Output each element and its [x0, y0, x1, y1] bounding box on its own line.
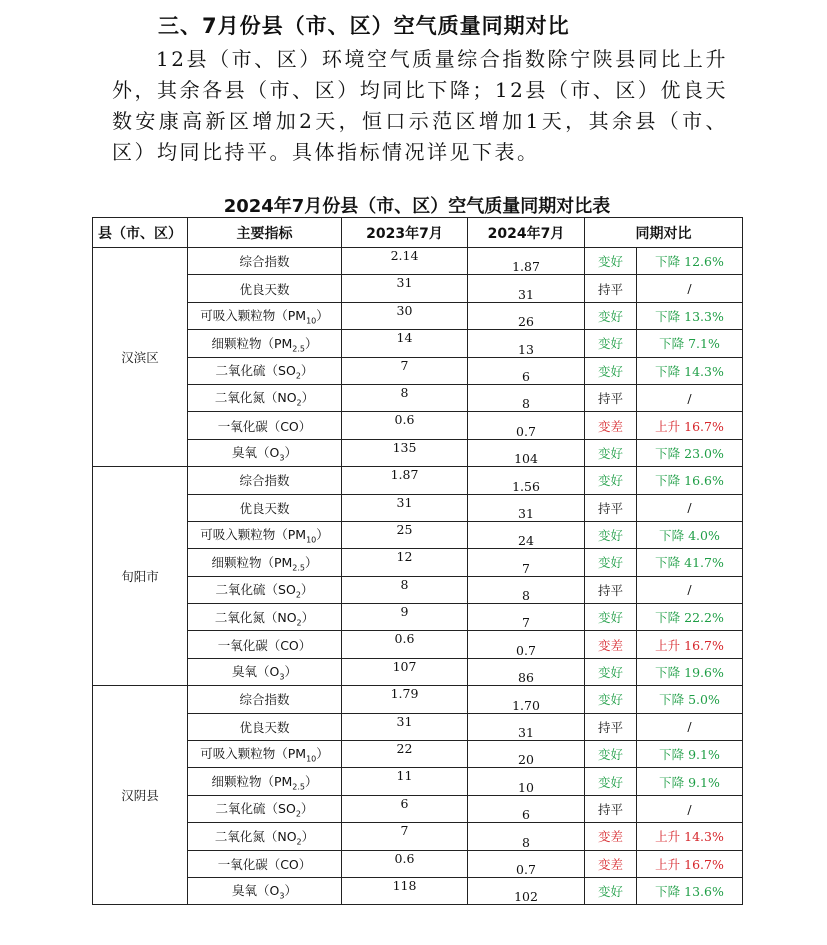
indicator-suffix: ）: [316, 527, 329, 543]
value-2024: 8: [468, 576, 585, 603]
indicator-cell: [188, 576, 342, 603]
value-2024: 7: [468, 549, 585, 576]
trend-label: 变好: [585, 741, 637, 768]
table-row: [93, 302, 743, 329]
value-2024: 20: [468, 741, 585, 768]
trend-label: 变好: [585, 521, 637, 548]
trend-label: 持平: [585, 494, 637, 521]
change-value: 下降 4.0%: [637, 521, 743, 548]
indicator-cell: [188, 604, 342, 631]
indicator-cell: [188, 631, 342, 658]
change-value: 下降 23.0%: [637, 439, 743, 466]
indicator-subscript: 10: [306, 316, 317, 326]
value-2024: 8: [468, 823, 585, 850]
indicator-cell: [188, 330, 342, 357]
indicator-cell: [188, 275, 342, 302]
indicator-label: 臭氧（O: [232, 883, 280, 899]
header-2023: 2023年7月: [342, 218, 468, 248]
trend-label: 变差: [585, 850, 637, 877]
value-2023: 118: [342, 877, 468, 904]
indicator-suffix: ）: [284, 664, 297, 680]
indicator-subscript: 2: [295, 590, 301, 600]
value-2024: 0.7: [468, 631, 585, 658]
trend-label: 变好: [585, 330, 637, 357]
indicator-suffix: ）: [284, 445, 297, 461]
change-value: /: [637, 713, 743, 740]
change-value: /: [637, 275, 743, 302]
table-row: [93, 631, 743, 658]
change-value: 上升 16.7%: [637, 631, 743, 658]
value-2023: 12: [342, 549, 468, 576]
indicator-suffix: ）: [305, 554, 318, 570]
table-row: [93, 823, 743, 850]
change-value: 下降 9.1%: [637, 741, 743, 768]
change-value: 下降 13.3%: [637, 302, 743, 329]
indicator-subscript: 2.5: [292, 563, 306, 573]
value-2023: 22: [342, 741, 468, 768]
table-row: [93, 877, 743, 904]
table-row: [93, 768, 743, 795]
indicator-suffix: ）: [301, 390, 315, 406]
value-2024: 24: [468, 521, 585, 548]
trend-label: 持平: [585, 576, 637, 603]
indicator-label: 二氧化硫（SO: [215, 582, 296, 598]
value-2023: 8: [342, 576, 468, 603]
value-2024: 104: [468, 439, 585, 466]
indicator-subscript: 2: [296, 618, 302, 628]
indicator-cell: [188, 823, 342, 850]
indicator-label: 二氧化氮（NO: [214, 609, 297, 625]
table-row: [93, 549, 743, 576]
change-value: 上升 14.3%: [637, 823, 743, 850]
indicator-cell: [188, 302, 342, 329]
indicator-label: 二氧化硫（SO: [215, 363, 296, 378]
trend-label: 持平: [585, 713, 637, 740]
value-2024: 13: [468, 330, 585, 357]
change-value: 下降 41.7%: [637, 549, 743, 576]
indicator-cell: [188, 850, 342, 877]
value-2024: 31: [468, 494, 585, 521]
indicator-cell: [188, 768, 342, 795]
indicator-cell: [188, 357, 342, 384]
value-2023: 8: [342, 384, 468, 411]
change-value: 下降 5.0%: [637, 686, 743, 713]
value-2023: 30: [342, 302, 468, 329]
table-row: [93, 439, 743, 466]
value-2023: 7: [342, 823, 468, 850]
trend-label: 变好: [585, 768, 637, 795]
indicator-label: 优良天数: [239, 719, 290, 735]
indicator-cell: [188, 795, 342, 822]
indicator-subscript: 3: [279, 672, 285, 682]
indicator-label: 二氧化氮（NO: [214, 828, 297, 844]
indicator-label: 优良天数: [239, 281, 290, 297]
table-row: [93, 713, 743, 740]
change-value: 下降 22.2%: [637, 604, 743, 631]
table-row: [93, 521, 743, 548]
indicator-label: 细颗粒物（PM: [211, 773, 293, 789]
table-row: [93, 795, 743, 822]
change-value: /: [637, 384, 743, 411]
value-2023: 14: [342, 330, 468, 357]
value-2024: 31: [468, 275, 585, 302]
table-row: [93, 467, 743, 494]
header-county: 县（市、区）: [93, 218, 188, 248]
indicator-label: 臭氧（O: [232, 664, 280, 680]
indicator-cell: [188, 877, 342, 904]
indicator-subscript: 2: [295, 809, 301, 819]
table-body: [93, 248, 743, 905]
indicator-subscript: 3: [279, 891, 285, 901]
indicator-cell: [188, 549, 342, 576]
change-value: 下降 12.6%: [637, 248, 743, 275]
indicator-suffix: ）: [301, 609, 315, 625]
trend-label: 持平: [585, 795, 637, 822]
trend-label: 持平: [585, 275, 637, 302]
trend-label: 变差: [585, 631, 637, 658]
value-2023: 1.87: [342, 467, 468, 494]
trend-label: 变差: [585, 412, 637, 439]
indicator-label: 可吸入颗粒物（PM: [200, 308, 307, 324]
change-value: 下降 7.1%: [637, 330, 743, 357]
value-2024: 1.56: [468, 467, 585, 494]
indicator-label: 综合指数: [239, 473, 290, 489]
value-2024: 102: [468, 877, 585, 904]
value-2024: 1.70: [468, 686, 585, 713]
change-value: 上升 16.7%: [637, 412, 743, 439]
indicator-subscript: 3: [279, 453, 285, 463]
trend-label: 变好: [585, 357, 637, 384]
table-row: [93, 275, 743, 302]
change-value: 下降 19.6%: [637, 658, 743, 685]
indicator-cell: [188, 658, 342, 685]
indicator-cell: [188, 467, 342, 494]
change-value: 下降 16.6%: [637, 467, 743, 494]
indicator-label: 一氧化碳（CO）: [217, 637, 312, 653]
indicator-suffix: ）: [316, 746, 329, 762]
indicator-cell: [188, 412, 342, 439]
indicator-subscript: 2: [295, 371, 301, 381]
indicator-cell: [188, 521, 342, 548]
value-2023: 25: [342, 521, 468, 548]
value-2024: 26: [468, 302, 585, 329]
value-2023: 11: [342, 768, 468, 795]
change-value: 下降 14.3%: [637, 357, 743, 384]
value-2024: 8: [468, 384, 585, 411]
change-value: /: [637, 494, 743, 521]
indicator-label: 可吸入颗粒物（PM: [200, 746, 307, 762]
value-2023: 0.6: [342, 631, 468, 658]
indicator-subscript: 2: [296, 837, 302, 847]
table-row: [93, 686, 743, 713]
indicator-subscript: 2.5: [292, 344, 306, 354]
value-2023: 31: [342, 275, 468, 302]
table-row: [93, 412, 743, 439]
indicator-cell: [188, 384, 342, 411]
table-row: [93, 494, 743, 521]
county-name: 汉阴县: [93, 686, 188, 905]
indicator-label: 一氧化碳（CO）: [217, 418, 312, 434]
trend-label: 变差: [585, 823, 637, 850]
change-value: 下降 9.1%: [637, 768, 743, 795]
value-2023: 9: [342, 604, 468, 631]
value-2023: 31: [342, 713, 468, 740]
trend-label: 变好: [585, 658, 637, 685]
trend-label: 持平: [585, 384, 637, 411]
trend-label: 变好: [585, 877, 637, 904]
table-title: 2024年7月份县（市、区）空气质量同期对比表: [223, 196, 611, 217]
indicator-suffix: ）: [301, 828, 315, 844]
value-2023: 135: [342, 439, 468, 466]
indicator-label: 臭氧（O: [232, 445, 280, 461]
indicator-subscript: 2: [296, 398, 302, 408]
indicator-suffix: ）: [300, 363, 314, 378]
header-comparison: 同期对比: [585, 218, 743, 248]
indicator-label: 综合指数: [239, 692, 290, 708]
change-value: 上升 16.7%: [637, 850, 743, 877]
value-2023: 0.6: [342, 412, 468, 439]
air-quality-table: [92, 217, 743, 905]
value-2023: 0.6: [342, 850, 468, 877]
value-2023: 107: [342, 658, 468, 685]
indicator-suffix: ）: [316, 308, 329, 324]
indicator-label: 细颗粒物（PM: [211, 554, 293, 570]
value-2024: 86: [468, 658, 585, 685]
value-2023: 6: [342, 795, 468, 822]
trend-label: 变好: [585, 686, 637, 713]
value-2024: 10: [468, 768, 585, 795]
indicator-label: 优良天数: [239, 500, 290, 516]
trend-label: 变好: [585, 467, 637, 494]
indicator-cell: [188, 713, 342, 740]
table-row: [93, 658, 743, 685]
value-2023: 2.14: [342, 248, 468, 275]
change-value: 下降 13.6%: [637, 877, 743, 904]
trend-label: 变好: [585, 549, 637, 576]
value-2024: 31: [468, 713, 585, 740]
value-2024: 6: [468, 357, 585, 384]
table-row: [93, 604, 743, 631]
indicator-subscript: 10: [306, 535, 317, 545]
value-2024: 7: [468, 604, 585, 631]
table-header-row: [93, 218, 743, 248]
indicator-cell: [188, 686, 342, 713]
summary-paragraph: 12县（市、区）环境空气质量综合指数除宁陕县同比上升外，其余各县（市、区）均同比下降；12县（市、区）优良天数安康高新区增加2天，恒口示范区增加1天，其余县（市、区）均同比持平。具体指标情况详见下表。: [112, 47, 728, 164]
table-row: [93, 357, 743, 384]
trend-label: 变好: [585, 439, 637, 466]
indicator-label: 细颗粒物（PM: [211, 335, 293, 351]
indicator-label: 二氧化氮（NO: [214, 390, 297, 406]
county-name: 汉滨区: [93, 248, 188, 467]
county-name: 旬阳市: [93, 467, 188, 686]
header-2024: 2024年7月: [468, 218, 585, 248]
indicator-suffix: ）: [305, 773, 318, 789]
trend-label: 变好: [585, 248, 637, 275]
indicator-label: 可吸入颗粒物（PM: [200, 527, 307, 543]
change-value: /: [637, 576, 743, 603]
section-heading: 三、7月份县（市、区）空气质量同期对比: [158, 14, 570, 38]
indicator-label: 一氧化碳（CO）: [217, 856, 312, 872]
indicator-suffix: ）: [300, 801, 314, 817]
trend-label: 变好: [585, 604, 637, 631]
indicator-cell: [188, 741, 342, 768]
table-row: [93, 384, 743, 411]
trend-label: 变好: [585, 302, 637, 329]
indicator-label: 综合指数: [239, 254, 290, 270]
value-2024: 6: [468, 795, 585, 822]
indicator-subscript: 2.5: [292, 782, 306, 792]
table-row: [93, 850, 743, 877]
indicator-suffix: ）: [284, 883, 297, 899]
indicator-cell: [188, 494, 342, 521]
indicator-cell: [188, 248, 342, 275]
value-2023: 1.79: [342, 686, 468, 713]
value-2023: 31: [342, 494, 468, 521]
value-2024: 1.87: [468, 248, 585, 275]
table-row: [93, 576, 743, 603]
change-value: /: [637, 795, 743, 822]
value-2024: 0.7: [468, 850, 585, 877]
table-row: [93, 248, 743, 275]
table-row: [93, 741, 743, 768]
indicator-label: 二氧化硫（SO: [215, 801, 296, 817]
indicator-suffix: ）: [300, 582, 314, 598]
indicator-suffix: ）: [305, 335, 318, 351]
indicator-subscript: 10: [306, 754, 317, 764]
indicator-cell: [188, 439, 342, 466]
value-2023: 7: [342, 357, 468, 384]
value-2024: 0.7: [468, 412, 585, 439]
header-indicator: 主要指标: [188, 218, 342, 248]
table-row: [93, 330, 743, 357]
